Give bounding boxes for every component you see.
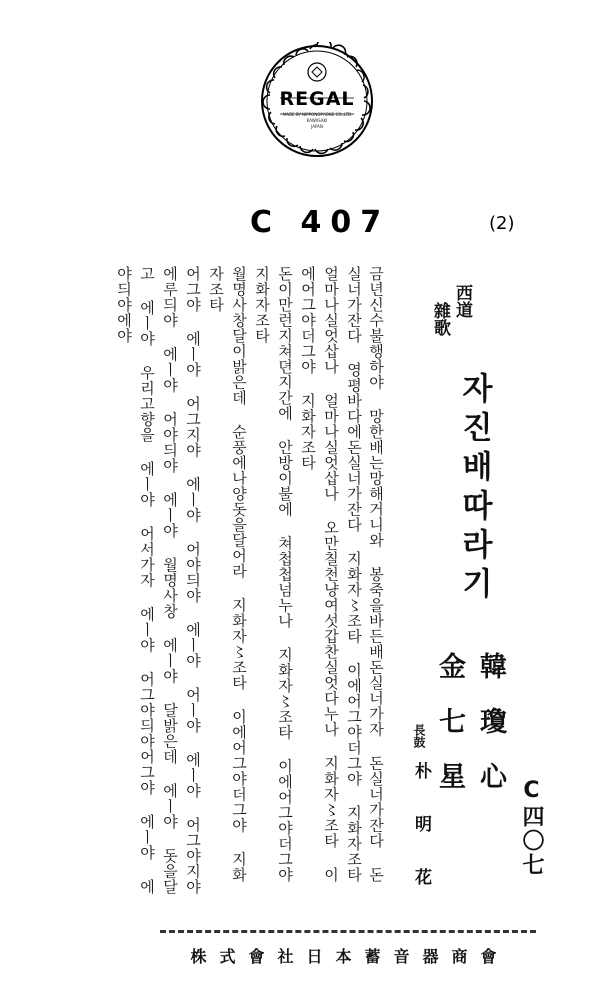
lyric-line: 얼마나실엇삽나 얼마나실엇삽나 오만칠천냥여섯갑찬실엇다누나 지화자〻조타 이: [322, 266, 340, 883]
lyric-line: 고 에ㅣ야 우리고향을 에ㅣ야 어서가자 에ㅣ야 어그야듸야어그야 에ㅣ야 에: [138, 266, 156, 895]
performer-name: 金七星: [434, 652, 465, 817]
performer-name: 朴明花: [411, 762, 431, 921]
lyric-line: 에루듸야 에ㅣ야 어야듸야 에ㅣ야 월명사창 에ㅣ야 달밝은데 에ㅣ야 돗을달: [161, 266, 179, 895]
logo-subline: KAWASAKI: [306, 118, 328, 123]
logo-subline: JAPAN: [311, 124, 323, 129]
lyric-line: 실너가잔다 영평바다에돈실너가잔다 지화자〻조타 이에어그야더그야 지화자조타: [345, 266, 363, 883]
lyric-line: 금년신수불행하야 망한배는망해거니와 봉죽을바든배돈실너가자 돈실너가잔다 돈: [367, 266, 385, 883]
logo-subline: MADE BY NIPPONOPHONE CO.,LTD: [282, 112, 352, 117]
catalog-number-vertical: C四〇七: [519, 778, 544, 877]
page-number: (2): [489, 213, 515, 234]
lyric-line: 에어그야더그야 지화자조타: [299, 266, 317, 471]
lyric-line: 야듸야에야: [115, 266, 133, 344]
catalog-number: C 407: [250, 205, 391, 240]
genre-region: 西道: [452, 284, 472, 318]
performer-name: 韓瓊心: [475, 652, 506, 817]
lyric-line: 어그야 에ㅣ야 어그지야 에ㅣ야 어야듸야 에ㅣ야 어ㅣ야 에ㅣ야 어그야지야: [184, 266, 202, 895]
logo-label: REGAL: [279, 88, 355, 110]
regal-logo: [258, 42, 376, 160]
company-name: 株式會社日本蓄音器商會: [190, 947, 510, 966]
lyric-line: 월명사창달이밝은데 순풍에나양돗을달어라 지화자〻조타 이에어그야더그야 지화: [230, 266, 248, 883]
song-title: 자진배따라기: [456, 372, 492, 606]
lyric-line: 지화자조타: [253, 266, 271, 344]
lyric-line: 자조타: [207, 266, 225, 313]
genre-type: 雜歌: [430, 302, 450, 336]
footer-divider: [160, 930, 536, 933]
lyric-line: 돈이만런지쳐뎐지간에 안방이불에 쳐첩첩넘누나 지화자〻조타 이에어그야더그야: [276, 266, 294, 883]
performer-role: 長鼓: [412, 724, 426, 748]
